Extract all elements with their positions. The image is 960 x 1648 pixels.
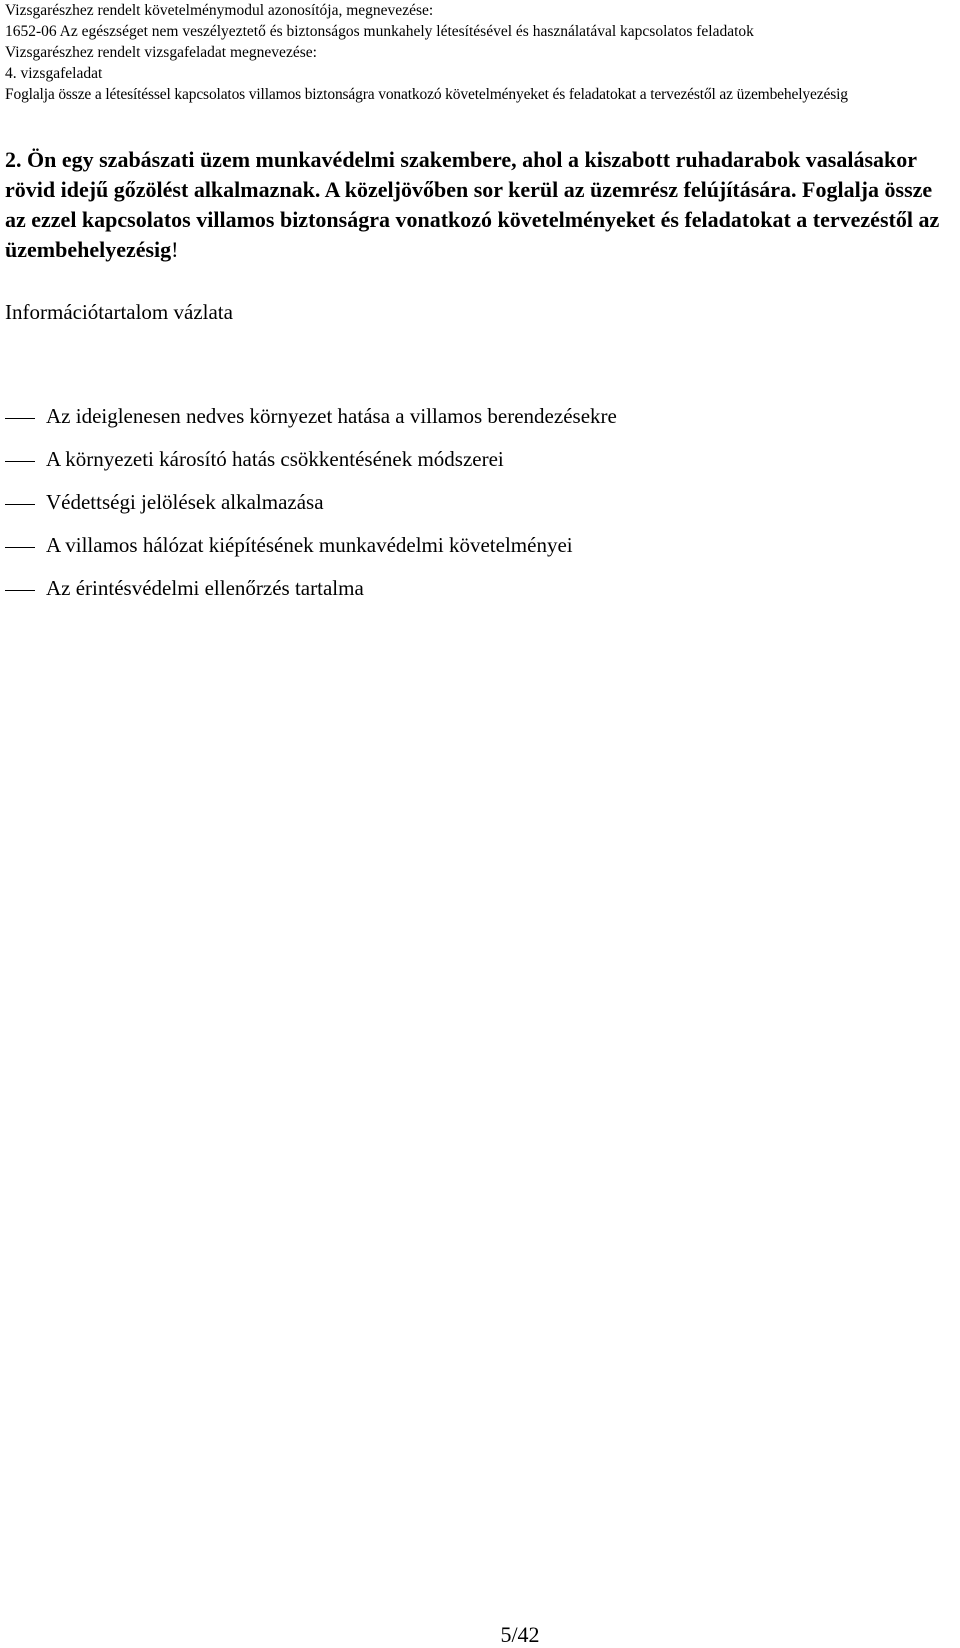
dash-bullet-icon xyxy=(5,418,35,419)
dash-bullet-icon xyxy=(5,590,35,591)
header-module-name: 1652-06 Az egészséget nem veszélyeztető és biztonságos munkahely létesítésével és használatával kapcsolatos feladatok xyxy=(5,23,754,40)
header-task-name: Foglalja össze a létesítéssel kapcsolatos villamos biztonságra vonatkozó követelményeket és feladatokat a tervezéstől az üzembehelyezésig xyxy=(5,86,848,103)
task-statement xyxy=(5,145,950,265)
outline-item-text: Védettségi jelölések alkalmazása xyxy=(46,490,324,514)
page-number: 5/42 xyxy=(500,1622,540,1647)
outline-item xyxy=(5,524,617,567)
outline-item-text: Az érintésvédelmi ellenőrzés tartalma xyxy=(46,576,364,600)
header-task-label: Vizsgarészhez rendelt vizsgafeladat megnevezése: xyxy=(5,44,317,61)
task-statement-terminator: ! xyxy=(171,237,179,262)
dash-bullet-icon xyxy=(5,461,35,462)
task-statement-text: 2. Ön egy szabászati üzem munkavédelmi szakembere, ahol a kiszabott ruhadarabok vasalásakor rövid idejű gőzölést alkalmaznak. A közeljövőben sor kerül az üzemrész felújítására. Foglalja össze az ezzel kapcsolatos villamos biztonságra vonatkozó követelményeket és feladatokat a tervezéstől az üzembehelyezésig xyxy=(5,147,940,262)
dash-bullet-icon xyxy=(5,504,35,505)
outline-item-text: Az ideiglenesen nedves környezet hatása a villamos berendezésekre xyxy=(46,404,617,428)
outline-item xyxy=(5,567,617,610)
outline-item xyxy=(5,481,617,524)
outline-item-text: A környezeti károsító hatás csökkentésének módszerei xyxy=(46,447,504,471)
header-task-number: 4. vizsgafeladat xyxy=(5,65,103,82)
header-module-label: Vizsgarészhez rendelt követelménymodul azonosítója, megnevezése: xyxy=(5,2,434,19)
outline-title: Információtartalom vázlata xyxy=(5,300,233,324)
outline-item xyxy=(5,438,617,481)
dash-bullet-icon xyxy=(5,547,35,548)
outline-list xyxy=(5,395,617,610)
outline-item xyxy=(5,395,617,438)
outline-item-text: A villamos hálózat kiépítésének munkavédelmi követelményei xyxy=(46,533,573,557)
document-header xyxy=(5,0,955,105)
